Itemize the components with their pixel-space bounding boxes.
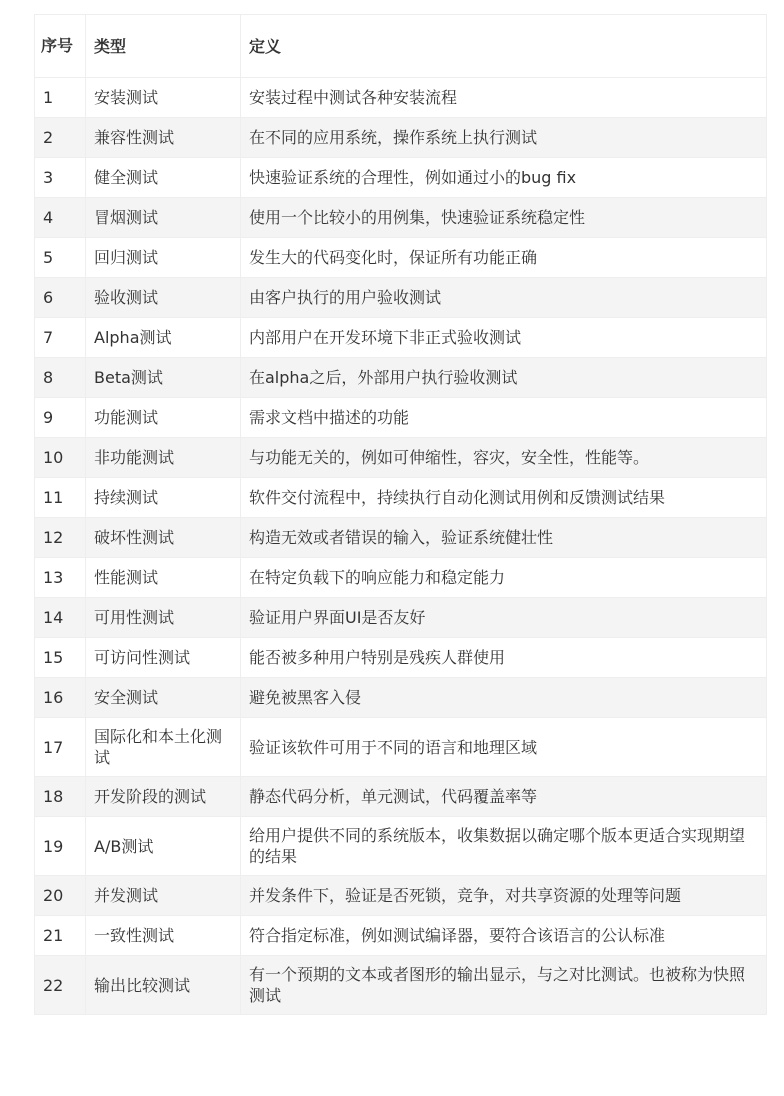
table-row [35, 278, 767, 318]
cell-definition: 由客户执行的用户验收测试 [241, 278, 767, 318]
table-row [35, 598, 767, 638]
cell-definition: 快速验证系统的合理性，例如通过小的bug fix [241, 158, 767, 198]
table-row [35, 558, 767, 598]
cell-type: 健全测试 [86, 158, 241, 198]
cell-num: 17 [35, 718, 86, 777]
cell-definition: 能否被多种用户特别是残疾人群使用 [241, 638, 767, 678]
table-row [35, 817, 767, 876]
cell-num: 4 [35, 198, 86, 238]
cell-definition: 符合指定标准，例如测试编译器，要符合该语言的公认标准 [241, 916, 767, 956]
table-row [35, 678, 767, 718]
cell-num: 15 [35, 638, 86, 678]
cell-type: Beta测试 [86, 358, 241, 398]
cell-num: 3 [35, 158, 86, 198]
table-row [35, 718, 767, 777]
cell-num: 18 [35, 777, 86, 817]
table-row [35, 118, 767, 158]
cell-definition: 给用户提供不同的系统版本，收集数据以确定哪个版本更适合实现期望的结果 [241, 817, 767, 876]
cell-definition: 发生大的代码变化时，保证所有功能正确 [241, 238, 767, 278]
cell-definition: 避免被黑客入侵 [241, 678, 767, 718]
header-type: 类型 [86, 15, 241, 78]
table-row [35, 358, 767, 398]
cell-definition: 软件交付流程中，持续执行自动化测试用例和反馈测试结果 [241, 478, 767, 518]
cell-type: A/B测试 [86, 817, 241, 876]
cell-type: 输出比较测试 [86, 956, 241, 1015]
header-num: 序号 [35, 15, 86, 78]
cell-num: 10 [35, 438, 86, 478]
table-body [35, 78, 767, 1015]
cell-definition: 有一个预期的文本或者图形的输出显示，与之对比测试。也被称为快照测试 [241, 956, 767, 1015]
cell-type: 国际化和本土化测试 [86, 718, 241, 777]
cell-num: 22 [35, 956, 86, 1015]
cell-definition: 在不同的应用系统，操作系统上执行测试 [241, 118, 767, 158]
table-row [35, 956, 767, 1015]
cell-definition: 安装过程中测试各种安装流程 [241, 78, 767, 118]
test-types-table-container [34, 14, 766, 1015]
cell-definition: 验证该软件可用于不同的语言和地理区域 [241, 718, 767, 777]
cell-type: 并发测试 [86, 876, 241, 916]
cell-num: 5 [35, 238, 86, 278]
table-row [35, 518, 767, 558]
cell-type: 冒烟测试 [86, 198, 241, 238]
table-row [35, 78, 767, 118]
cell-num: 2 [35, 118, 86, 158]
cell-definition: 静态代码分析，单元测试，代码覆盖率等 [241, 777, 767, 817]
table-row [35, 318, 767, 358]
cell-type: 回归测试 [86, 238, 241, 278]
cell-definition: 需求文档中描述的功能 [241, 398, 767, 438]
cell-num: 7 [35, 318, 86, 358]
cell-type: 开发阶段的测试 [86, 777, 241, 817]
cell-num: 20 [35, 876, 86, 916]
table-row [35, 198, 767, 238]
cell-type: 破坏性测试 [86, 518, 241, 558]
header-definition: 定义 [241, 15, 767, 78]
cell-num: 19 [35, 817, 86, 876]
cell-num: 21 [35, 916, 86, 956]
cell-type: Alpha测试 [86, 318, 241, 358]
cell-type: 一致性测试 [86, 916, 241, 956]
cell-type: 可访问性测试 [86, 638, 241, 678]
cell-type: 兼容性测试 [86, 118, 241, 158]
cell-num: 13 [35, 558, 86, 598]
table-row [35, 478, 767, 518]
cell-num: 6 [35, 278, 86, 318]
cell-num: 8 [35, 358, 86, 398]
table-row [35, 238, 767, 278]
cell-num: 11 [35, 478, 86, 518]
cell-type: 可用性测试 [86, 598, 241, 638]
test-types-table [34, 14, 767, 1015]
table-row [35, 638, 767, 678]
cell-type: 安装测试 [86, 78, 241, 118]
cell-type: 验收测试 [86, 278, 241, 318]
cell-num: 16 [35, 678, 86, 718]
cell-type: 性能测试 [86, 558, 241, 598]
cell-num: 12 [35, 518, 86, 558]
cell-num: 9 [35, 398, 86, 438]
table-row [35, 398, 767, 438]
table-row [35, 158, 767, 198]
table-row [35, 777, 767, 817]
cell-definition: 与功能无关的，例如可伸缩性，容灾，安全性，性能等。 [241, 438, 767, 478]
table-row [35, 916, 767, 956]
cell-type: 持续测试 [86, 478, 241, 518]
cell-num: 14 [35, 598, 86, 638]
cell-definition: 在特定负载下的响应能力和稳定能力 [241, 558, 767, 598]
cell-type: 非功能测试 [86, 438, 241, 478]
cell-definition: 在alpha之后，外部用户执行验收测试 [241, 358, 767, 398]
table-row [35, 876, 767, 916]
cell-type: 安全测试 [86, 678, 241, 718]
cell-num: 1 [35, 78, 86, 118]
cell-definition: 构造无效或者错误的输入，验证系统健壮性 [241, 518, 767, 558]
cell-definition: 并发条件下，验证是否死锁，竞争，对共享资源的处理等问题 [241, 876, 767, 916]
table-row [35, 438, 767, 478]
cell-type: 功能测试 [86, 398, 241, 438]
cell-definition: 内部用户在开发环境下非正式验收测试 [241, 318, 767, 358]
cell-definition: 使用一个比较小的用例集，快速验证系统稳定性 [241, 198, 767, 238]
cell-definition: 验证用户界面UI是否友好 [241, 598, 767, 638]
table-header-row [35, 15, 767, 78]
